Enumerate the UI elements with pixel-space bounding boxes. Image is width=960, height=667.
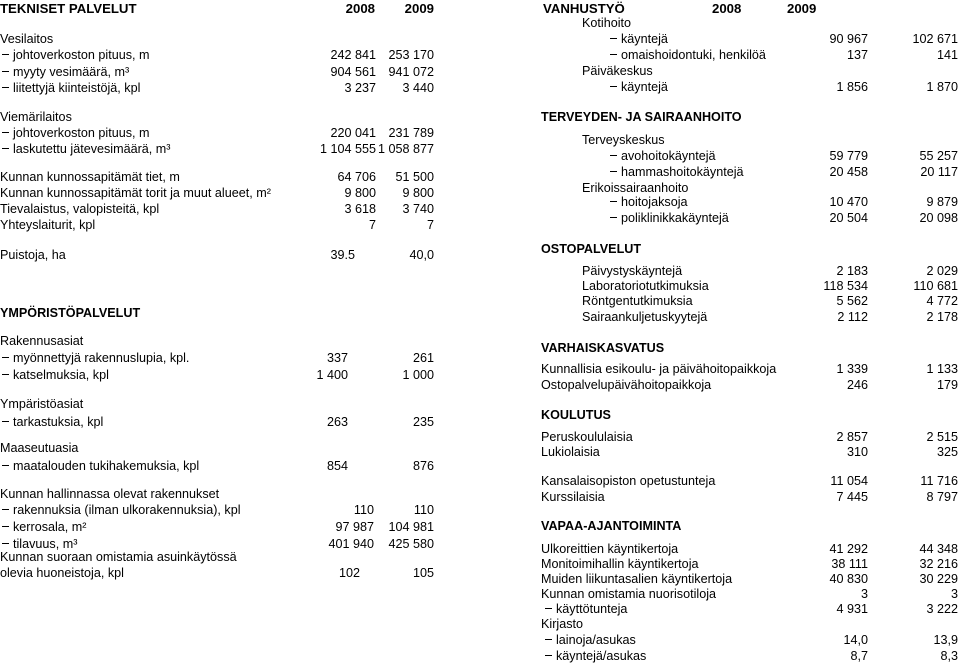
table-cell-2008: 1 339 [836,362,868,376]
table-cell-2009: 425 580 [388,537,434,551]
table-cell-2009: 179 [936,378,958,392]
table-cell-2008: 7 445 [836,490,868,504]
table-cell-2009: 325 [936,445,958,459]
table-row-label: Monitoimihallin käyntikertoja [541,557,699,571]
table-cell-2009: 3 222 [926,602,958,616]
dash-icon [2,465,9,466]
table-cell-2009: 110 [413,503,434,517]
table-cell-2009: 235 [412,415,434,429]
dash-icon [2,357,9,358]
table-cell-2008: 41 292 [829,542,868,556]
group-title: Kirjasto [541,617,583,631]
table-cell-2008: 1 400 [316,368,348,382]
table-row-label: liitettyjä kiinteistöjä, kpl [2,82,140,95]
section-title-varhais: VARHAISKASVATUS [541,341,665,355]
table-cell-2008: 39.5 [330,248,355,262]
group-title: Vesilaitos [0,32,54,46]
table-row-label: Muiden liikuntasalien käyntikertoja [541,572,733,586]
dash-icon [545,639,552,640]
table-row-label: Lukiolaisia [541,445,600,459]
table-cell-2009: 11 716 [920,474,958,488]
table-row-label: Peruskoululaisia [541,430,633,444]
table-cell-2008: 59 779 [829,149,868,163]
dash-icon [2,87,9,88]
table-row-label: Yhteyslaiturit, kpl [0,218,96,232]
table-row-label: myönnettyjä rakennuslupia, kpl. [2,352,189,365]
table-cell-2009: 261 [412,351,434,365]
dash-icon [610,54,617,55]
table-cell-2008: 246 [846,378,868,392]
section-title-terveys: TERVEYDEN- JA SAIRAANHOITO [541,110,742,124]
table-cell-2009: 231 789 [388,126,434,140]
table-row-label: tilavuus, m³ [2,538,77,551]
table-row-label: Päivystyskäyntejä [582,264,683,278]
dash-icon [610,171,617,172]
group-title: Terveyskeskus [582,133,665,147]
table-cell-2009: 253 170 [388,48,434,62]
table-cell-2009: 941 072 [388,65,434,79]
section-title-ymparisto: YMPÖRISTÖPALVELUT [0,306,141,320]
group-title: Päiväkeskus [582,64,653,78]
group-title: Maaseutuasia [0,441,79,455]
section-title-koulutus: KOULUTUS [541,408,611,422]
table-cell-2009: 51 500 [395,170,434,184]
group-title: Kotihoito [582,16,632,30]
table-cell-2009: 7 [426,218,434,232]
table-row-label: käyttötunteja [545,603,627,616]
table-row-label: katselmuksia, kpl [2,369,109,382]
table-cell-2009: 1 000 [402,368,434,382]
table-cell-2009: 1 058 877 [377,142,434,156]
dash-icon [610,217,617,218]
table-row-label: käyntejä [610,33,668,46]
table-cell-2008: 64 706 [337,170,376,184]
table-cell-2009: 2 029 [926,264,958,278]
table-row-label: avohoitokäyntejä [610,150,716,163]
dash-icon [610,86,617,87]
table-cell-2008: 3 [860,587,868,601]
table-row-label: rakennuksia (ilman ulkorakennuksia), kpl [2,504,241,517]
table-cell-2009: 44 348 [919,542,958,556]
group-title: Erikoissairaanhoito [582,181,689,195]
dash-icon [2,54,9,55]
table-cell-2009: 102 671 [912,32,958,46]
table-cell-2009: 141 [936,48,958,62]
table-cell-2009: 20 117 [920,165,958,179]
year-header-2009: 2009 [787,1,817,16]
dash-icon [2,132,9,133]
dash-icon [2,543,9,544]
table-cell-2008: 97 987 [335,520,374,534]
table-cell-2008: 3 237 [344,81,376,95]
table-row-label: kerrosala, m² [2,521,86,534]
table-row-label: laskutettu jätevesimäärä, m³ [2,143,170,156]
group-title: Kunnan hallinnassa olevat rakennukset [0,487,220,501]
table-row-label: tarkastuksia, kpl [2,416,103,429]
table-cell-2008: 3 618 [344,202,376,216]
table-row-label: hoitojaksoja [610,196,688,209]
table-row-label: lainoja/asukas [545,634,636,647]
table-row-label: Sairaankuljetuskyytejä [582,310,708,324]
table-row-label: käyntejä/asukas [545,650,646,663]
table-cell-2008: 2 857 [836,430,868,444]
table-cell-2008: 220 041 [330,126,376,140]
group-title: Rakennusasiat [0,334,84,348]
table-cell-2008: 90 967 [829,32,868,46]
table-cell-2008: 20 504 [829,211,868,225]
table-cell-2008: 2 112 [837,310,868,324]
table-cell-2008: 10 470 [829,195,868,209]
dash-icon [545,655,552,656]
table-cell-2008: 4 931 [836,602,868,616]
table-cell-2009: 105 [412,566,434,580]
table-cell-2009: 2 515 [926,430,958,444]
table-cell-2009: 9 800 [402,186,434,200]
table-cell-2009: 20 098 [919,211,958,225]
dash-icon [610,201,617,202]
table-row-label: omaishoidontuki, henkilöä [610,49,766,62]
table-cell-2009: 3 440 [402,81,434,95]
table-row-label: Kunnan suoraan omistamia asuinkäytössä [0,550,237,564]
table-row-label: Kunnan kunnossapitämät tiet, m [0,170,180,184]
table-row-label: käyntejä [610,81,668,94]
table-row-label: Puistoja, ha [0,248,66,262]
table-cell-2009: 8,3 [940,649,958,663]
table-cell-2008: 401 940 [328,537,374,551]
dash-icon [545,608,552,609]
table-cell-2008: 38 111 [831,557,868,571]
table-cell-2009: 2 178 [926,310,958,324]
table-cell-2009: 40,0 [409,248,434,262]
table-cell-2009: 4 772 [926,294,958,308]
table-row-label: Ulkoreittien käyntikertoja [541,542,679,556]
table-row-label: Kansalaisopiston opetustunteja [541,474,716,488]
table-cell-2009: 1 133 [926,362,958,376]
table-row-label: johtoverkoston pituus, m [2,49,150,62]
table-row-label: Kunnan kunnossapitämät torit ja muut alueet, m² [0,186,271,200]
table-row-label: Tievalaistus, valopisteitä, kpl [0,202,160,216]
table-cell-2008: 1 856 [836,80,868,94]
dash-icon [2,526,9,527]
table-cell-2008: 11 054 [830,474,868,488]
table-cell-2008: 102 [338,566,360,580]
table-cell-2008: 263 [326,415,348,429]
dash-icon [2,148,9,149]
section-title-tekniset: TEKNISET PALVELUT [0,1,137,16]
table-cell-2008: 5 562 [836,294,868,308]
table-row-label: poliklinikkakäyntejä [610,212,729,225]
table-row-label: Kunnallisia esikoulu- ja päivähoitopaikkoja [541,362,777,376]
table-cell-2008: 337 [326,351,348,365]
table-cell-2008: 310 [846,445,868,459]
table-row-label: Laboratoriotutkimuksia [582,279,709,293]
table-cell-2008: 242 841 [330,48,376,62]
year-header-2008: 2008 [345,1,375,16]
table-cell-2008: 7 [368,218,376,232]
dash-icon [2,509,9,510]
group-title: Ympäristöasiat [0,397,84,411]
table-cell-2008: 2 183 [836,264,868,278]
group-title: Viemärilaitos [0,110,72,124]
table-cell-2009: 1 870 [926,80,958,94]
table-cell-2009: 110 681 [913,279,958,293]
dash-icon [2,374,9,375]
table-row-label: Ostopalvelupäivähoitopaikkoja [541,378,712,392]
table-row-label: olevia huoneistoja, kpl [0,566,124,580]
table-row-label: johtoverkoston pituus, m [2,127,150,140]
section-title-osto: OSTOPALVELUT [541,242,642,256]
dash-icon [610,38,617,39]
table-cell-2008: 9 800 [344,186,376,200]
table-cell-2009: 3 740 [402,202,434,216]
table-row-label: Kunnan omistamia nuorisotiloja [541,587,717,601]
year-header-2009: 2009 [404,1,434,16]
table-cell-2008: 14,0 [843,633,868,647]
table-row-label: myyty vesimäärä, m³ [2,66,129,79]
section-title-vapaa: VAPAA-AJANTOIMINTA [541,519,682,533]
table-cell-2008: 137 [846,48,868,62]
table-row-label: Röntgentutkimuksia [582,294,693,308]
table-cell-2008: 8,7 [850,649,868,663]
table-cell-2009: 8 797 [926,490,958,504]
table-cell-2008: 904 561 [330,65,376,79]
table-row-label: Kurssilaisia [541,490,605,504]
table-cell-2009: 104 981 [388,520,434,534]
table-cell-2009: 9 879 [926,195,958,209]
table-cell-2009: 55 257 [919,149,958,163]
table-cell-2008: 1 104 555 [319,142,376,156]
dash-icon [2,71,9,72]
table-cell-2009: 13,9 [933,633,958,647]
table-cell-2009: 876 [412,459,434,473]
dash-icon [610,155,617,156]
table-cell-2008: 110 [353,503,374,517]
table-cell-2009: 30 229 [919,572,958,586]
dash-icon [2,421,9,422]
table-cell-2008: 20 458 [829,165,868,179]
table-row-label: maatalouden tukihakemuksia, kpl [2,460,199,473]
table-cell-2009: 32 216 [919,557,958,571]
table-cell-2009: 3 [950,587,958,601]
table-cell-2008: 118 534 [823,279,868,293]
section-title-vanhustyo: VANHUSTYÖ [543,1,625,16]
table-cell-2008: 40 830 [829,572,868,586]
year-header-2008: 2008 [712,1,742,16]
table-cell-2008: 854 [326,459,348,473]
table-row-label: hammashoitokäyntejä [610,166,744,179]
